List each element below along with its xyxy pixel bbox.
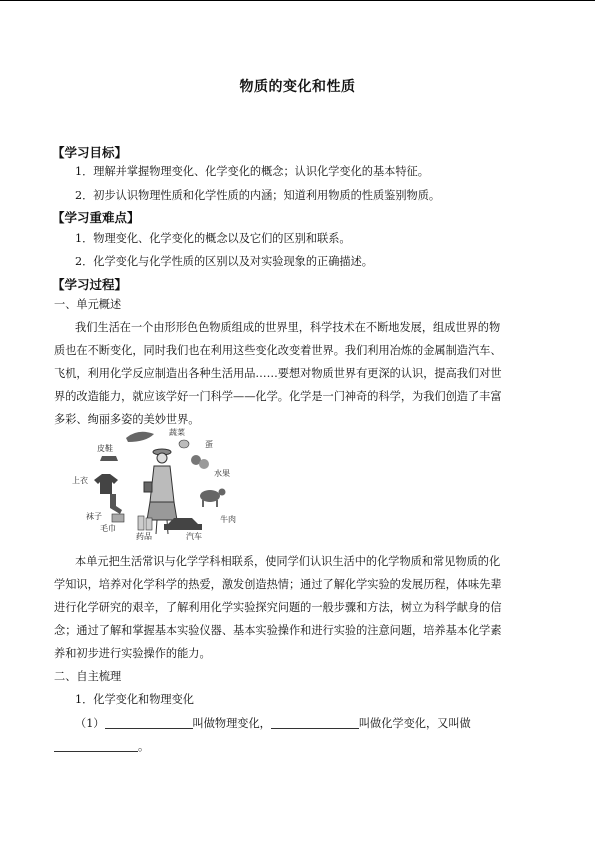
section1-title: 一、单元概述	[54, 298, 122, 311]
label-beef: 牛肉	[220, 515, 236, 524]
fruit-icon	[191, 455, 209, 469]
key-points-heading: 【学习重难点】	[52, 210, 140, 225]
para1-line-2: 质也在不断变化，同时我们也在利用这些变化改变着世界。我们利用冶炼的金属制造汽车、	[54, 344, 502, 357]
towel-icon	[112, 514, 124, 522]
beef-icon	[200, 489, 226, 508]
label-egg: 蛋	[205, 440, 213, 449]
objective-item-1: 1．理解并掌握物理变化、化学变化的概念；认识化学变化的基本特征。	[75, 165, 429, 178]
vegetables-icon	[126, 432, 154, 442]
key-point-item-1: 1．物理变化、化学变化的概念以及它们的区别和联系。	[75, 232, 351, 245]
page-title: 物质的变化和性质	[239, 79, 356, 95]
label-jacket: 上衣	[72, 476, 88, 485]
para1-line-1: 我们生活在一个由形形色色物质组成的世界里，科学技术在不断地发展，组成世界的物	[75, 321, 501, 334]
section2-title: 二、自主梳理	[54, 670, 122, 683]
objective-item-2: 2．初步认识物理性质和化学性质的内涵；知道利用物质的性质鉴别物质。	[75, 189, 441, 202]
para1-line-3: 飞机，利用化学反应制造出各种生活用品……要想对物质世界有更深的认识，提高我们对世	[54, 367, 502, 380]
fill-prefix: （1）	[75, 717, 105, 730]
label-bottles: 药品	[136, 532, 152, 541]
fill-line-2	[54, 739, 149, 754]
sub1-title: 1．化学变化和物理变化	[75, 693, 194, 706]
shoes-icon	[100, 456, 118, 461]
fill-end: 。	[138, 740, 150, 753]
egg-icon	[179, 440, 189, 448]
para2-line-4: 念；通过了解和掌握基本实验仪器、基本实验操作和进行实验的注意问题，培养基本化学素	[54, 624, 502, 637]
para1-line-4: 界的改造能力，就应该学好一门科学——化学。化学是一门神奇的科学，为我们创造了丰富	[54, 390, 502, 403]
para2-line-3: 进行化学研究的艰辛，了解利用化学实验探究问题的一般步骤和方法，树立为科学献身的信	[54, 601, 502, 614]
para1-line-5: 多彩、绚丽多姿的美妙世界。	[54, 413, 200, 426]
label-shoes: 皮鞋	[97, 444, 113, 453]
blank-chemical-change[interactable]	[271, 716, 359, 729]
blank-chemical-reaction[interactable]	[54, 739, 138, 752]
para2-line-5: 养和初步进行实验操作的能力。	[54, 647, 211, 660]
fill-line-1	[75, 716, 471, 731]
fill-part1: 叫做物理变化，	[192, 717, 271, 730]
label-socks: 袜子	[86, 512, 102, 521]
objectives-heading: 【学习目标】	[52, 145, 128, 160]
process-heading: 【学习过程】	[52, 277, 128, 292]
blank-physical-change[interactable]	[105, 716, 193, 729]
label-vegetables: 蔬菜	[169, 428, 185, 437]
key-point-item-2: 2．化学变化与化学性质的区别以及对实验现象的正确描述。	[75, 255, 373, 268]
socks-icon	[110, 494, 122, 514]
top-rule	[0, 0, 595, 1]
para2-line-2: 学知识，培养对化学科学的热爱，激发创造热情；通过了解化学实验的发展历程，体味先辈	[54, 578, 502, 591]
label-car: 汽车	[186, 532, 202, 541]
jacket-icon	[94, 474, 118, 494]
bottles-icon	[138, 516, 152, 530]
label-fruit: 水果	[214, 469, 230, 478]
label-towel: 毛巾	[100, 524, 116, 533]
fill-part2: 叫做化学变化，又叫做	[358, 717, 471, 730]
para2-line-1: 本单元把生活常识与化学学科相联系，使同学们认识生活中的化学物质和常见物质的化	[75, 555, 501, 568]
daily-life-illustration	[64, 424, 274, 542]
